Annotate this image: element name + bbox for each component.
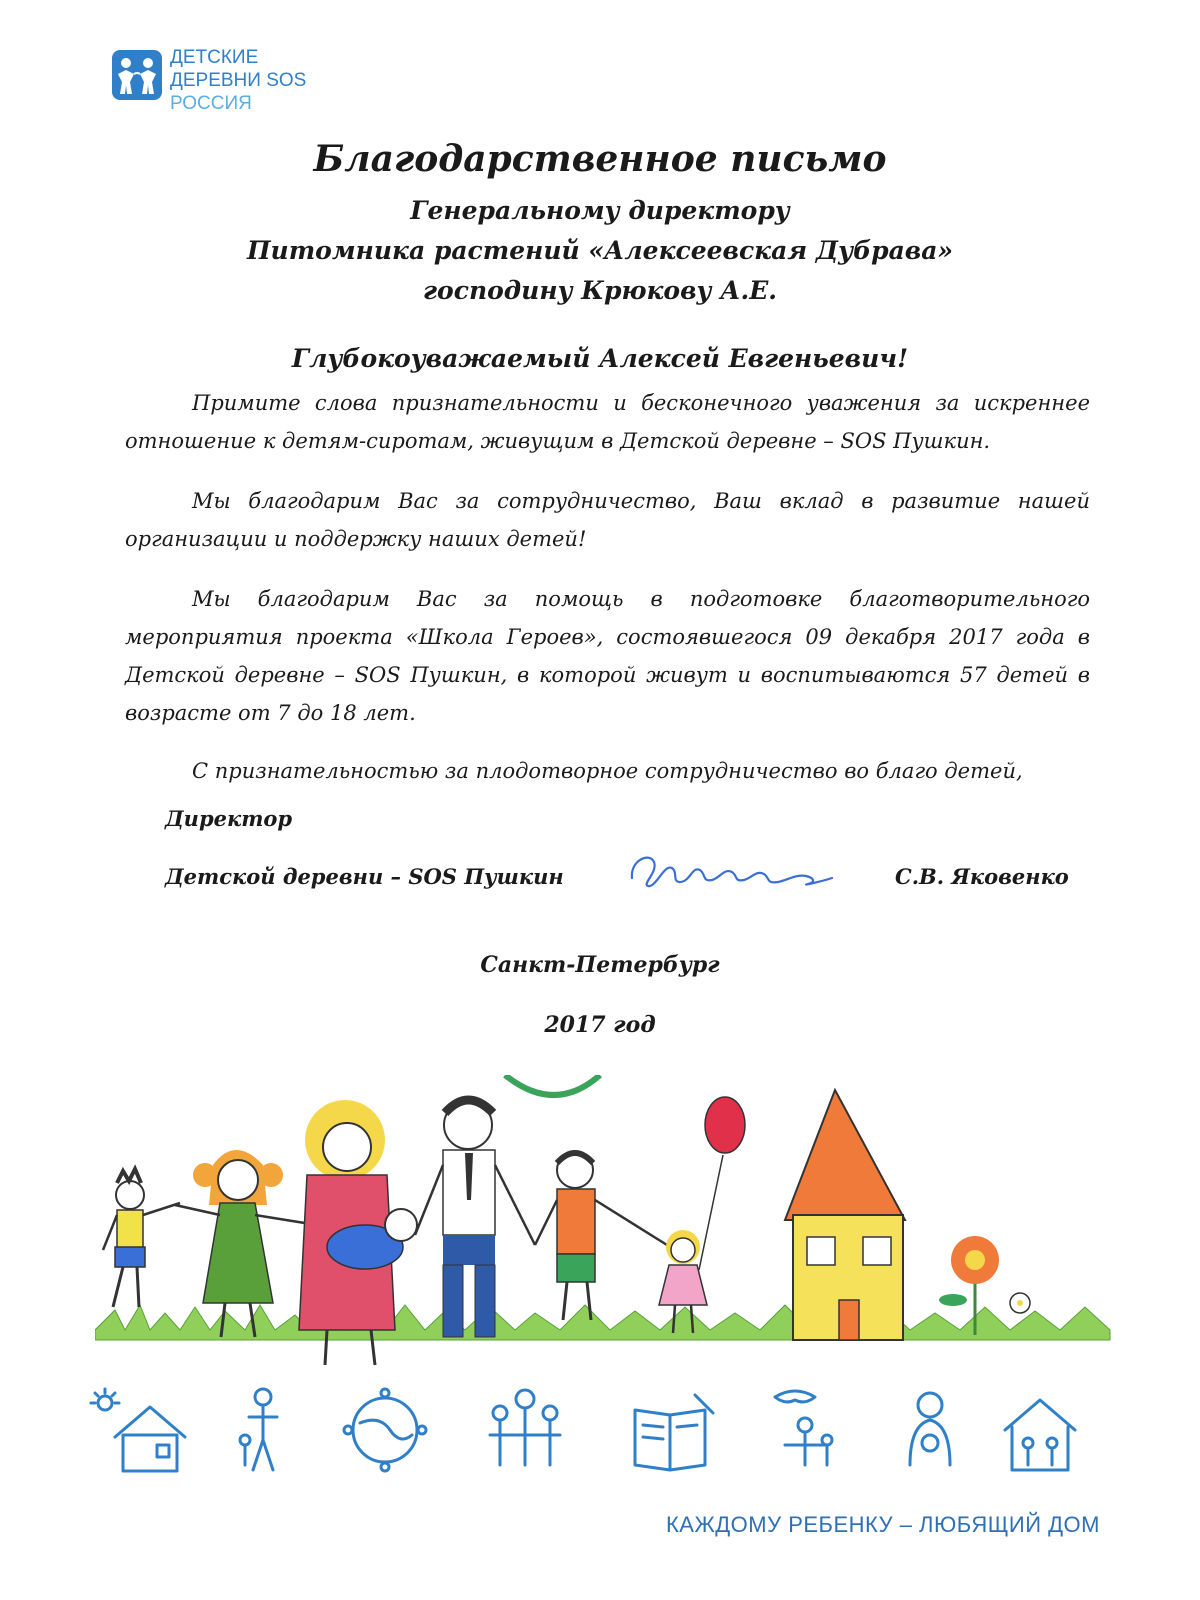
signatory-title: Директор [165,806,293,831]
signatory-name: С.В. Яковенко [895,864,1069,889]
family-embrace-icon [910,1393,950,1465]
children-logo-icon [112,50,162,100]
slogan: КАЖДОМУ РЕБЕНКУ – ЛЮБЯЩИЙ ДОМ [665,1512,1100,1537]
house-family-icon [1005,1400,1075,1470]
greeting: Глубокоуважаемый Алексей Евгеньевич! [291,344,909,373]
boy-orange-shirt [535,1152,667,1320]
boy-figure [103,1169,180,1307]
closing-line: С признательностью за плодотворное сотрудничество во благо детей, [192,759,1023,783]
children-group-icon [490,1390,560,1465]
logo-line-2: ДЕРЕВНИ SOS [170,70,307,91]
signatory-org: Детской деревни – SOS Пушкин [165,864,564,889]
addressee-line-3: господину Крюкову А.Е. [422,276,777,305]
father-figure [415,1100,535,1337]
girl-with-balloon [659,1097,745,1333]
addressee-line-1: Генеральному директору [410,196,790,225]
family-drawing [95,1075,1115,1380]
globe-children-icon [344,1389,426,1471]
sun-house-icon [91,1389,185,1471]
city: Санкт-Петербург [480,952,720,978]
house-drawing [785,1090,905,1340]
addressee-line-2: Питомника растений «Алексеевская Дубрава» [246,236,954,265]
sun-arc [505,1075,600,1095]
handwritten-signature [620,838,840,900]
sos-logo [112,46,342,118]
paragraph-3: Мы благодарим Вас за помощь в подготовке благотворительного мероприятия проекта «Школа Героев», состоявшегося 09 декабря 2017 года в Детской деревне – SOS Пушкин, в которой живут и воспитываются 57 детей в возрасте от 7 до 18 лет. [125,587,1090,725]
icon-strip [85,1385,1115,1475]
letter-title: Благодарственное письмо [313,138,887,180]
book-pen-icon [635,1395,713,1470]
mother-child-icon [775,1391,832,1465]
paragraph-2: Мы благодарим Вас за сотрудничество, Ваш вклад в развитие нашей организации и поддержку наших детей! [125,489,1090,551]
grass [95,1305,1110,1340]
logo-line-3: РОССИЯ [170,93,252,114]
year: 2017 год [544,1012,656,1038]
paragraph-1: Примите слова признательности и бесконечного уважения за искреннее отношение к детям-сиротам, живущим в Детской деревне – SOS Пушкин. [125,391,1090,453]
logo-line-1: ДЕТСКИЕ [170,47,259,68]
logo-text [170,46,306,115]
family-icon [240,1389,277,1470]
